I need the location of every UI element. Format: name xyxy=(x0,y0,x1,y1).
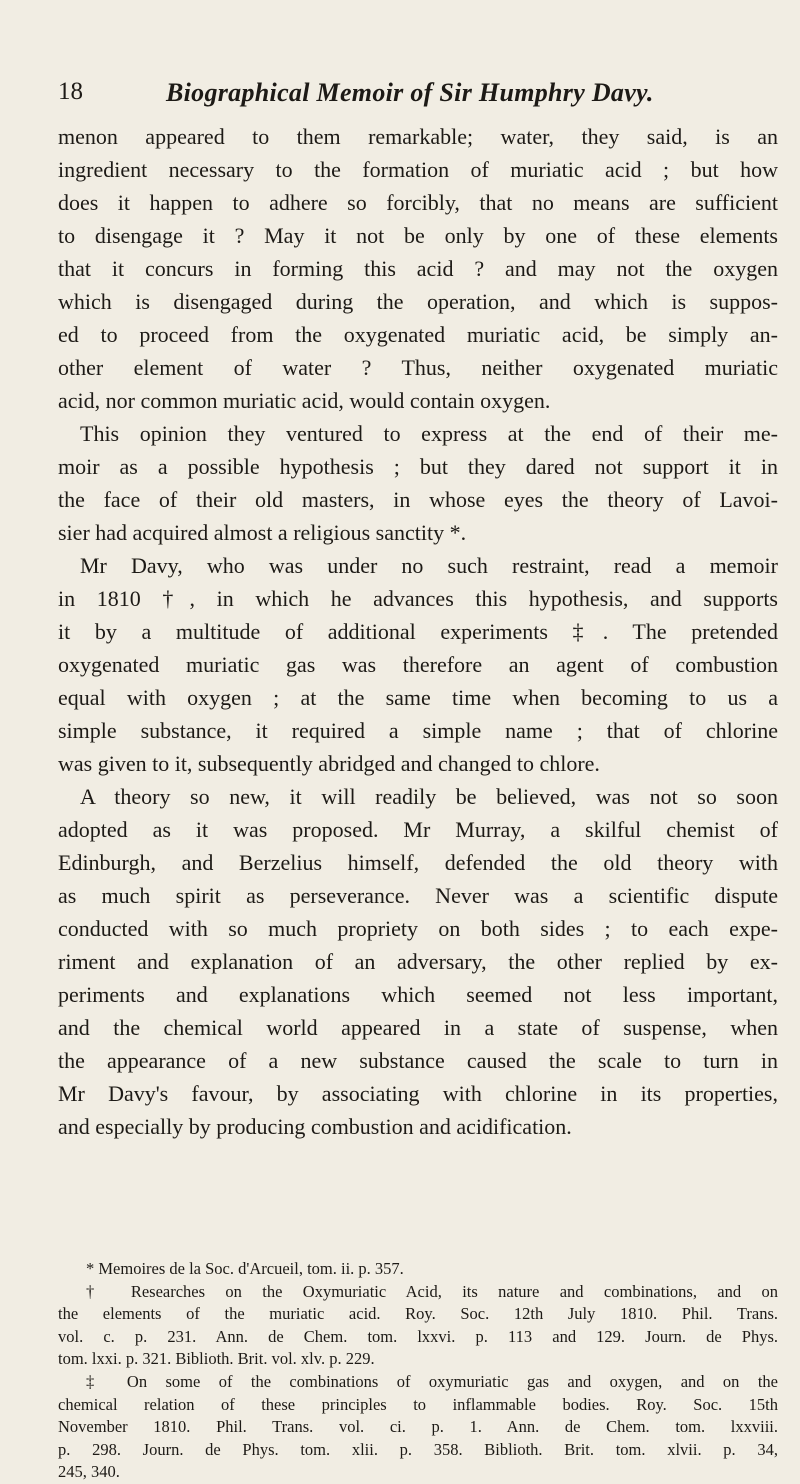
footnote-line: * Memoires de la Soc. d'Arcueil, tom. ii. p. 357. xyxy=(86,1259,404,1278)
text-line: riment and explanation of an adversary, the other replied by ex- xyxy=(58,949,778,974)
text-line: in 1810 †, in which he advances this hypothesis, and supports xyxy=(58,586,778,611)
text-line: and especially by producing combustion and acidification. xyxy=(58,1114,572,1139)
text-line: simple substance, it required a simple name ; that of chlorine xyxy=(58,718,778,743)
text-line: Mr Davy's favour, by associating with chlorine in its properties, xyxy=(58,1081,778,1106)
text-line: ingredient necessary to the formation of muriatic acid ; but how xyxy=(58,157,778,182)
text-line: the appearance of a new substance caused the scale to turn in xyxy=(58,1048,778,1073)
footnote-line: vol. c. p. 231. Ann. de Chem. tom. lxxvi. p. 113 and 129. Journ. de Phys. xyxy=(58,1326,778,1346)
text-line: the face of their old masters, in whose eyes the theory of Lavoi- xyxy=(58,487,778,512)
page-number: 18 xyxy=(58,78,83,105)
text-line: adopted as it was proposed. Mr Murray, a skilful chemist of xyxy=(58,817,778,842)
text-line: does it happen to adhere so forcibly, that no means are sufficient xyxy=(58,190,778,215)
footnote-line: tom. lxxi. p. 321. Biblioth. Brit. vol. xlv. p. 229. xyxy=(58,1349,375,1369)
text-line: acid, nor common muriatic acid, would contain oxygen. xyxy=(58,388,551,413)
text-line: as much spirit as perseverance. Never was a scientific dispute xyxy=(58,883,778,908)
page-header xyxy=(58,78,778,110)
text-line: conducted with so much propriety on both sides ; to each expe- xyxy=(58,916,778,941)
text-line: equal with oxygen ; at the same time when becoming to us a xyxy=(58,685,778,710)
body-text xyxy=(58,120,778,1143)
footnote-line: † Researches on the Oxymuriatic Acid, its nature and combinations, and on xyxy=(86,1281,778,1301)
text-line: and the chemical world appeared in a state of suspense, when xyxy=(58,1015,778,1040)
footnote-line: ‡ On some of the combinations of oxymuriatic gas and oxygen, and on the xyxy=(86,1371,778,1391)
footnote-line: November 1810. Phil. Trans. vol. ci. p. 1. Ann. de Chem. tom. lxxviii. xyxy=(58,1417,778,1437)
text-line: Edinburgh, and Berzelius himself, defended the old theory with xyxy=(58,850,778,875)
text-line: other element of water ? Thus, neither oxygenated muriatic xyxy=(58,355,778,380)
footnote-line: chemical relation of these principles to inflammable bodies. Roy. Soc. 15th xyxy=(58,1394,778,1414)
text-line: Mr Davy, who was under no such restraint, read a memoir xyxy=(80,553,778,578)
text-line: it by a multitude of additional experiments ‡. The pretended xyxy=(58,619,778,644)
text-line: menon appeared to them remarkable; water, they said, is an xyxy=(58,124,778,149)
text-line: oxygenated muriatic gas was therefore an agent of combustion xyxy=(58,652,778,677)
footnote-line: 245, 340. xyxy=(58,1462,120,1482)
text-line: sier had acquired almost a religious sanctity *. xyxy=(58,520,467,545)
footnotes xyxy=(58,1258,778,1484)
text-line: periments and explanations which seemed not less important, xyxy=(58,982,778,1007)
text-line: This opinion they ventured to express at the end of their me- xyxy=(80,421,778,446)
text-line: to disengage it ? May it not be only by one of these elements xyxy=(58,223,778,248)
text-line: A theory so new, it will readily be believed, was not so soon xyxy=(80,784,778,809)
text-line: moir as a possible hypothesis ; but they dared not support it in xyxy=(58,454,778,479)
running-title: Biographical Memoir of Sir Humphry Davy. xyxy=(166,78,654,107)
footnote-line: the elements of the muriatic acid. Roy. Soc. 12th July 1810. Phil. Trans. xyxy=(58,1304,778,1324)
text-line: ed to proceed from the oxygenated muriatic acid, be simply an- xyxy=(58,322,778,347)
text-line: was given to it, subsequently abridged and changed to chlore. xyxy=(58,751,600,776)
text-line: that it concurs in forming this acid ? and may not the oxygen xyxy=(58,256,778,281)
footnote-line: p. 298. Journ. de Phys. tom. xlii. p. 358. Biblioth. Brit. tom. xlvii. p. 34, xyxy=(58,1439,778,1459)
text-line: which is disengaged during the operation, and which is suppos- xyxy=(58,289,778,314)
